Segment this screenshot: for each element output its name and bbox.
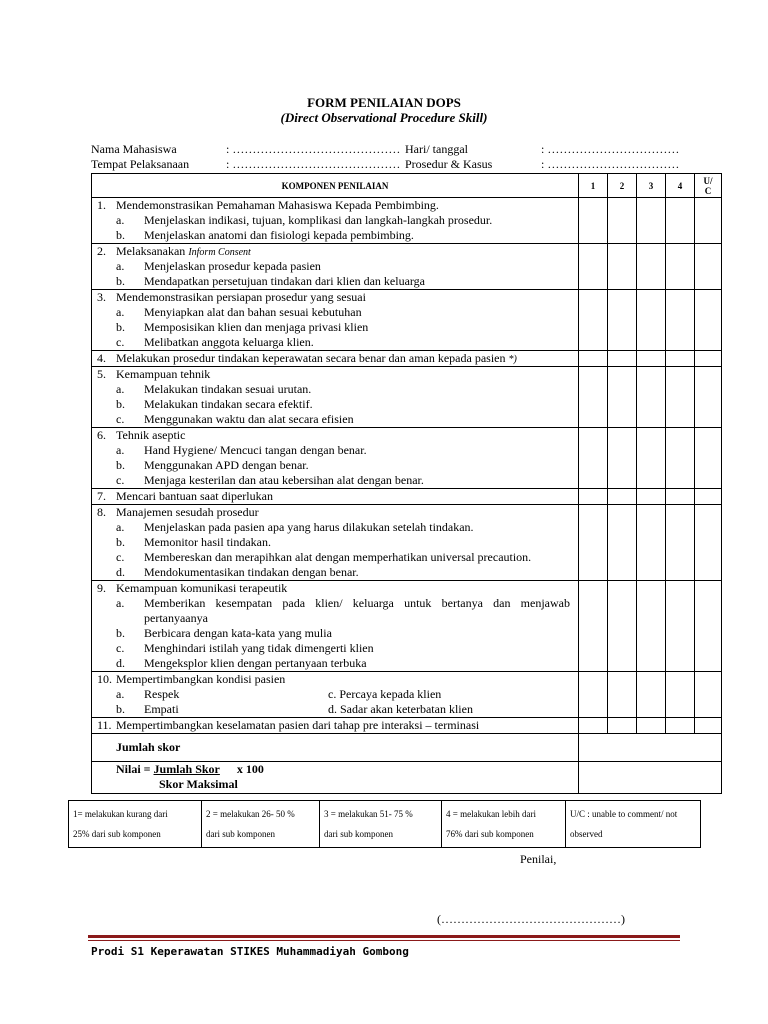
section-title: Mendemonstrasikan Pemahaman Mahasiswa Kepada Pembimbing. xyxy=(116,198,439,212)
score-cell-3[interactable] xyxy=(637,581,666,672)
score-cell-1[interactable] xyxy=(579,244,608,290)
section-heading xyxy=(92,672,578,687)
score-cell-1[interactable] xyxy=(579,351,608,367)
score-cell-3[interactable] xyxy=(637,244,666,290)
sub-item xyxy=(92,565,578,580)
sub-item-marker: a. xyxy=(116,687,125,701)
sub-item xyxy=(92,656,578,671)
sub-item-marker: b. xyxy=(116,458,125,472)
section-row xyxy=(92,351,722,367)
score-cell-4[interactable] xyxy=(666,505,695,581)
form-subtitle: (Direct Observational Procedure Skill) xyxy=(280,110,488,125)
score-cell-2[interactable] xyxy=(608,672,637,718)
section-number: 10. xyxy=(97,672,112,686)
score-cell-3[interactable] xyxy=(637,672,666,718)
section-content xyxy=(92,718,579,734)
nilai-factor: x 100 xyxy=(236,762,264,776)
section-row xyxy=(92,505,722,581)
score-cell-1[interactable] xyxy=(579,198,608,244)
score-header-2: 2 xyxy=(608,174,637,198)
sub-item-text: Membereskan dan merapihkan alat dengan memperhatikan universal precaution. xyxy=(144,550,532,564)
sub-item-marker: c. xyxy=(116,641,125,655)
sub-item-marker: c. xyxy=(116,335,125,349)
sub-item-marker: a. xyxy=(116,259,125,273)
sub-item-text: Melakukan tindakan secara efektif. xyxy=(144,397,313,411)
section-title: Mencari bantuan saat diperlukan xyxy=(116,489,273,503)
score-cell-3[interactable] xyxy=(637,351,666,367)
sub-item-marker: a. xyxy=(116,443,125,457)
section-content xyxy=(92,244,579,290)
section-number: 6. xyxy=(97,428,106,442)
section-content xyxy=(92,428,579,489)
score-cell-1[interactable] xyxy=(579,290,608,351)
section-title-extra: *) xyxy=(508,354,517,365)
sub-item xyxy=(92,550,578,565)
section-content xyxy=(92,505,579,581)
section-row xyxy=(92,367,722,428)
sub-item xyxy=(92,382,578,397)
score-cell-2[interactable] xyxy=(608,581,637,672)
section-heading xyxy=(92,367,578,382)
section-heading xyxy=(92,505,578,520)
sub-item-marker: b. xyxy=(116,397,125,411)
sub-item-marker: a. xyxy=(116,520,125,534)
sub-item-text-right: d. Sadar akan keterbatan klien xyxy=(328,702,473,716)
sub-item xyxy=(92,596,578,611)
sub-item xyxy=(92,412,578,427)
section-row xyxy=(92,428,722,489)
score-cell-1[interactable] xyxy=(579,672,608,718)
sub-item-marker: c. xyxy=(116,473,125,487)
hari-tanggal-field[interactable]: : …………………………… xyxy=(541,142,680,156)
prosedur-kasus-field[interactable]: : …………………………… xyxy=(541,157,680,171)
score-cell-uc[interactable] xyxy=(695,290,722,351)
legend-cell-1: 1= melakukan kurang dari 25% dari sub komponen xyxy=(69,801,202,848)
sub-item-text: Menjelaskan pada pasien apa yang harus dilakukan setelah tindakan. xyxy=(144,520,474,534)
uc-header: U/ C xyxy=(695,174,722,198)
sub-item-marker: b. xyxy=(116,228,125,242)
sub-item-text: Mendokumentasikan tindakan dengan benar. xyxy=(144,565,359,579)
section-content xyxy=(92,489,579,505)
score-cell-2[interactable] xyxy=(608,428,637,489)
score-cell-2[interactable] xyxy=(608,290,637,351)
score-cell-3[interactable] xyxy=(637,489,666,505)
hari-tanggal-label: Hari/ tanggal xyxy=(405,142,468,156)
sub-item-marker: a. xyxy=(116,305,125,319)
section-title-extra: Inform Consent xyxy=(188,247,251,258)
score-cell-4[interactable] xyxy=(666,581,695,672)
section-content xyxy=(92,672,579,718)
sub-item-text: Menjelaskan prosedur kepada pasien xyxy=(144,259,321,273)
sub-item-text: Menghindari istilah yang tidak dimengerti klien xyxy=(144,641,374,655)
section-number: 1. xyxy=(97,198,106,212)
section-title: Manajemen sesudah prosedur xyxy=(116,505,259,519)
komponen-header: KOMPONEN PENILAIAN xyxy=(92,174,579,198)
sub-item xyxy=(92,626,578,641)
score-cell-1[interactable] xyxy=(579,489,608,505)
sub-item-marker: a. xyxy=(116,382,125,396)
score-cell-4[interactable] xyxy=(666,290,695,351)
section-heading xyxy=(92,581,578,596)
section-heading xyxy=(92,351,578,366)
section-row xyxy=(92,581,722,672)
tempat-pelaksanaan-label: Tempat Pelaksanaan xyxy=(91,157,190,171)
score-cell-3[interactable] xyxy=(637,367,666,428)
nilai-cell[interactable] xyxy=(579,762,722,794)
section-content xyxy=(92,367,579,428)
section-content xyxy=(92,198,579,244)
section-title: Kemampuan tehnik xyxy=(116,367,211,381)
section-row xyxy=(92,290,722,351)
score-cell-uc[interactable] xyxy=(695,198,722,244)
score-cell-4[interactable] xyxy=(666,718,695,734)
nilai-numerator: Jumlah Skor xyxy=(153,762,220,776)
sub-item-text: Respek xyxy=(144,687,180,701)
sections-body xyxy=(92,198,722,734)
section-heading xyxy=(92,718,578,733)
footer-rule-thin xyxy=(88,940,680,941)
sub-item xyxy=(92,458,578,473)
sub-item-text-right: c. Percaya kepada klien xyxy=(328,687,442,701)
score-cell-uc[interactable] xyxy=(695,672,722,718)
score-cell-4[interactable] xyxy=(666,198,695,244)
sub-item xyxy=(92,520,578,535)
score-cell-3[interactable] xyxy=(637,290,666,351)
section-content xyxy=(92,290,579,351)
section-number: 7. xyxy=(97,489,106,503)
footer-institution: Prodi S1 Keperawatan STIKES Muhammadiyah Gombong xyxy=(91,945,409,958)
score-cell-3[interactable] xyxy=(637,718,666,734)
section-title: Melaksanakan xyxy=(116,244,186,258)
score-cell-2[interactable] xyxy=(608,718,637,734)
sub-item xyxy=(92,641,578,656)
sub-item-marker: a. xyxy=(116,596,125,610)
footer-rule-thick xyxy=(88,935,680,938)
score-cell-2[interactable] xyxy=(608,367,637,428)
section-number: 5. xyxy=(97,367,106,381)
score-cell-2[interactable] xyxy=(608,198,637,244)
sub-item xyxy=(92,702,578,717)
section-heading xyxy=(92,290,578,305)
section-heading xyxy=(92,428,578,443)
tempat-pelaksanaan-field[interactable]: : …………………………………… xyxy=(226,157,401,171)
score-cell-4[interactable] xyxy=(666,244,695,290)
score-cell-uc[interactable] xyxy=(695,489,722,505)
sub-item-text: Menggunakan APD dengan benar. xyxy=(144,458,309,472)
score-cell-uc[interactable] xyxy=(695,718,722,734)
sub-item xyxy=(92,535,578,550)
sub-item-text: Melakukan tindakan sesuai urutan. xyxy=(144,382,312,396)
score-cell-2[interactable] xyxy=(608,351,637,367)
sub-item-marker: a. xyxy=(116,213,125,227)
sub-item xyxy=(92,259,578,274)
section-number: 3. xyxy=(97,290,106,304)
section-title: Kemampuan komunikasi terapeutik xyxy=(116,581,288,595)
score-cell-1[interactable] xyxy=(579,505,608,581)
score-cell-3[interactable] xyxy=(637,505,666,581)
sub-item-marker: c. xyxy=(116,412,125,426)
section-title: Tehnik aseptic xyxy=(116,428,186,442)
score-cell-4[interactable] xyxy=(666,351,695,367)
section-title: Mempertimbangkan kondisi pasien xyxy=(116,672,286,686)
signature-line[interactable]: (………………………………………) xyxy=(437,912,625,926)
section-title: Mendemonstrasikan persiapan prosedur yang sesuai xyxy=(116,290,366,304)
section-content xyxy=(92,581,579,672)
sub-item-continuation: pertanyaanya xyxy=(144,611,208,625)
sub-item xyxy=(92,305,578,320)
section-row xyxy=(92,244,722,290)
nama-mahasiswa-label: Nama Mahasiswa xyxy=(91,142,177,156)
sub-item-text: Menyiapkan alat dan bahan sesuai kebutuhan xyxy=(144,305,362,319)
sub-item xyxy=(92,213,578,228)
sub-item xyxy=(92,443,578,458)
sub-item-marker: d. xyxy=(116,656,125,670)
score-header-4: 4 xyxy=(666,174,695,198)
sub-item-text: Memberikan kesempatan pada klien/ keluarga untuk bertanya dan menjawab xyxy=(144,596,570,610)
score-cell-1[interactable] xyxy=(579,428,608,489)
section-number: 9. xyxy=(97,581,106,595)
score-cell-1[interactable] xyxy=(579,367,608,428)
score-cell-2[interactable] xyxy=(608,489,637,505)
sub-item-marker: d. xyxy=(116,565,125,579)
section-title: Melakukan prosedur tindakan keperawatan secara benar dan aman kepada pasien xyxy=(116,351,506,365)
sub-item-text: Menjaga kesterilan dan atau kebersihan alat dengan benar. xyxy=(144,473,424,487)
sub-item-marker: c. xyxy=(116,550,125,564)
sub-item-marker: b. xyxy=(116,320,125,334)
section-number: 11. xyxy=(97,718,112,732)
score-cell-4[interactable] xyxy=(666,489,695,505)
score-cell-4[interactable] xyxy=(666,428,695,489)
score-cell-1[interactable] xyxy=(579,581,608,672)
score-cell-uc[interactable] xyxy=(695,351,722,367)
sub-item xyxy=(92,335,578,350)
sub-item xyxy=(92,320,578,335)
score-cell-1[interactable] xyxy=(579,718,608,734)
sub-item xyxy=(92,228,578,243)
section-row xyxy=(92,718,722,734)
sub-item-marker: b. xyxy=(116,626,125,640)
section-heading xyxy=(92,489,578,504)
sub-item-text: Memposisikan klien dan menjaga privasi klien xyxy=(144,320,369,334)
sub-item-text: Melibatkan anggota keluarga klien. xyxy=(144,335,314,349)
score-cell-3[interactable] xyxy=(637,198,666,244)
prosedur-kasus-label: Prosedur & Kasus xyxy=(405,157,493,171)
section-row xyxy=(92,198,722,244)
sub-item-text: Empati xyxy=(144,702,179,716)
score-cell-4[interactable] xyxy=(666,367,695,428)
form-title: FORM PENILAIAN DOPS xyxy=(307,95,461,110)
jumlah-skor-cell[interactable] xyxy=(579,734,722,762)
section-row xyxy=(92,672,722,718)
sub-item xyxy=(92,687,578,702)
legend-cell-4: 4 = melakukan lebih dari 76% dari sub komponen xyxy=(442,801,566,848)
section-heading xyxy=(92,244,578,259)
sub-item-marker: b. xyxy=(116,702,125,716)
sub-item-text: Mendapatkan persetujuan tindakan dari klien dan keluarga xyxy=(144,274,426,288)
legend-cell-uc: U/C : unable to comment/ not observed xyxy=(566,801,701,848)
sub-item xyxy=(92,473,578,488)
score-cell-uc[interactable] xyxy=(695,581,722,672)
sub-item-text: Menjelaskan anatomi dan fisiologi kepada pembimbing. xyxy=(144,228,414,242)
section-content xyxy=(92,351,579,367)
score-cell-2[interactable] xyxy=(608,505,637,581)
assessment-table xyxy=(91,173,722,794)
section-row xyxy=(92,489,722,505)
section-number: 4. xyxy=(97,351,106,365)
scoring-legend xyxy=(68,800,701,848)
section-number: 8. xyxy=(97,505,106,519)
score-cell-3[interactable] xyxy=(637,428,666,489)
sub-item-marker: b. xyxy=(116,535,125,549)
sub-item-text: Mengeksplor klien dengan pertanyaan terbuka xyxy=(144,656,367,670)
score-cell-4[interactable] xyxy=(666,672,695,718)
legend-cell-2: 2 = melakukan 26- 50 % dari sub komponen xyxy=(202,801,320,848)
legend-cell-3: 3 = melakukan 51- 75 % dari sub komponen xyxy=(320,801,442,848)
penilai-label: Penilai, xyxy=(520,852,557,866)
section-number: 2. xyxy=(97,244,106,258)
sub-item-text: Hand Hygiene/ Mencuci tangan dengan benar. xyxy=(144,443,367,457)
sub-item-text: Menggunakan waktu dan alat secara efisien xyxy=(144,412,354,426)
score-header-3: 3 xyxy=(637,174,666,198)
sub-item-text: Menjelaskan indikasi, tujuan, komplikasi dan langkah-langkah prosedur. xyxy=(144,213,493,227)
nilai-prefix: Nilai = xyxy=(116,762,154,776)
sub-item-text: Berbicara dengan kata-kata yang mulia xyxy=(144,626,332,640)
score-cell-uc[interactable] xyxy=(695,244,722,290)
nama-mahasiswa-field[interactable]: : …………………………………… xyxy=(226,142,401,156)
sub-item xyxy=(92,274,578,289)
score-cell-uc[interactable] xyxy=(695,428,722,489)
nilai-denominator: Skor Maksimal xyxy=(159,777,238,791)
score-header-1: 1 xyxy=(579,174,608,198)
sub-item-text: Memonitor hasil tindakan. xyxy=(144,535,271,549)
score-cell-uc[interactable] xyxy=(695,367,722,428)
score-cell-uc[interactable] xyxy=(695,505,722,581)
jumlah-skor-label: Jumlah skor xyxy=(116,740,181,754)
sub-item-marker: b. xyxy=(116,274,125,288)
section-heading xyxy=(92,198,578,213)
score-cell-2[interactable] xyxy=(608,244,637,290)
sub-item xyxy=(92,397,578,412)
section-title: Mempertimbangkan keselamatan pasien dari tahap pre interaksi – terminasi xyxy=(116,718,480,732)
